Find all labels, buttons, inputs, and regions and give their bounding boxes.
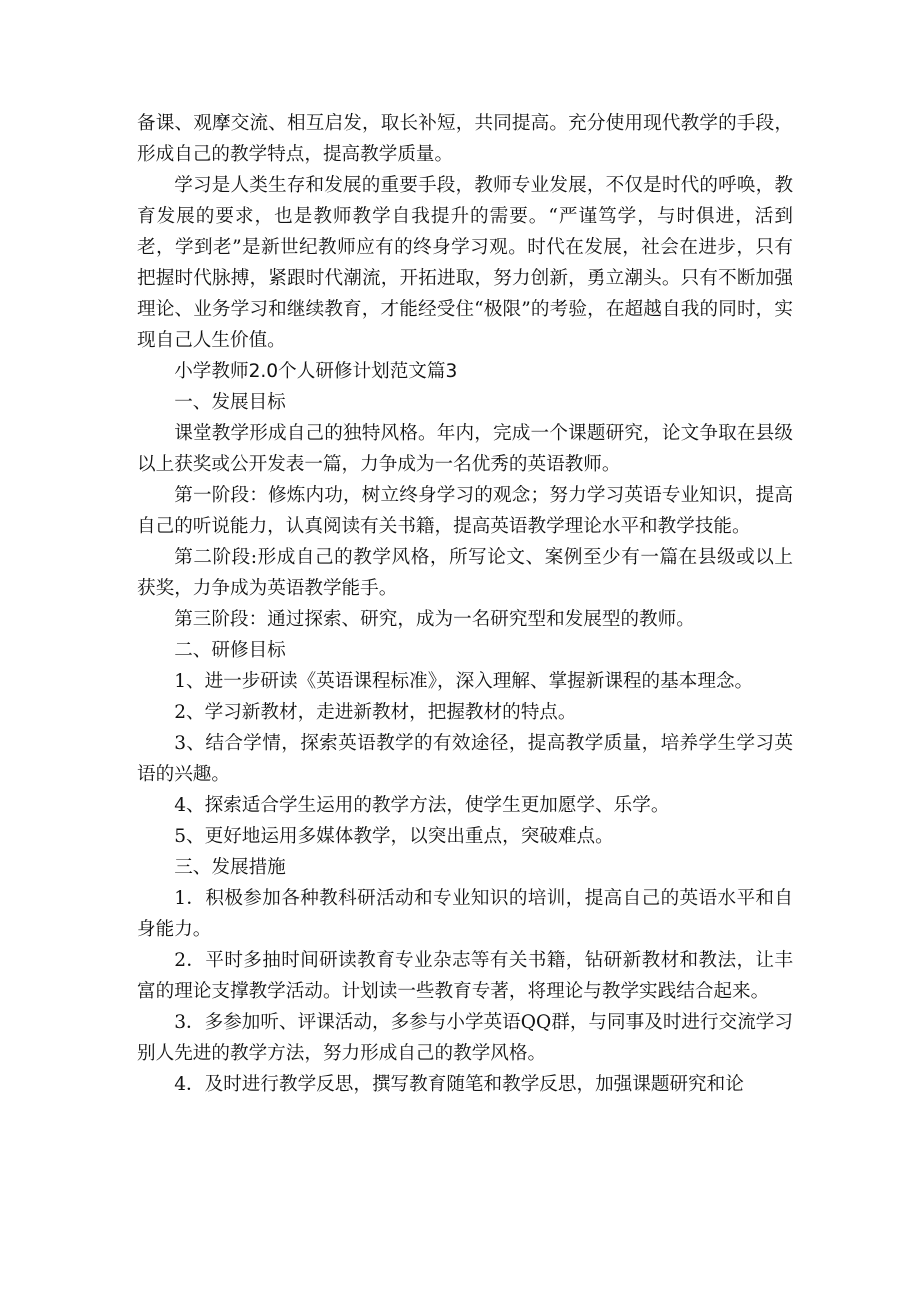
- paragraph-stage-one: 第一阶段：修炼内功，树立终身学习的观念；努力学习英语专业知识，提高自己的听说能力，认真阅读有关书籍，提高英语教学理论水平和教学技能。: [137, 485, 793, 537]
- list-item-measure-2: 2．平时多抽时间研读教育专业杂志等有关书籍，钻研新教材和教法，让丰富的理论支撑教学活动。计划读一些教育专著，将理论与教学实践结合起来。: [137, 950, 793, 1002]
- list-item-study-goal-5: 5、更好地运用多媒体教学，以突出重点，突破难点。: [174, 826, 614, 847]
- document-page: [137, 108, 793, 1100]
- list-item-study-goal-4: 4、探索适合学生运用的教学方法，使学生更加愿学、乐学。: [174, 795, 670, 816]
- section-heading-measures: 三、发展措施: [174, 857, 286, 878]
- list-item-measure-3: 3．多参加听、评课活动，多参与小学英语QQ群，与同事及时进行交流学习别人先进的教学方法，努力形成自己的教学风格。: [137, 1012, 793, 1064]
- section-heading-study-goals: 二、研修目标: [174, 640, 286, 661]
- list-item-study-goal-1: 1、进一步研读《英语课程标准》，深入理解、掌握新课程的基本理念。: [174, 671, 754, 692]
- paragraph-continuation: 备课、观摩交流、相互启发，取长补短，共同提高。充分使用现代教学的手段，形成自己的教学特点，提高教学质量。: [137, 113, 793, 165]
- list-item-study-goal-2: 2、学习新教材，走进新教材，把握教材的特点。: [174, 702, 577, 723]
- paragraph-stage-two: 第二阶段:形成自己的教学风格，所写论文、案例至少有一篇在县级或以上获奖，力争成为英语教学能手。: [137, 547, 793, 599]
- list-item-measure-4: 4．及时进行教学反思，撰写教育随笔和教学反思，加强课题研究和论: [174, 1074, 744, 1095]
- paragraph-stage-three: 第三阶段：通过探索、研究，成为一名研究型和发展型的教师。: [174, 609, 695, 630]
- article-title: 小学教师2.0个人研修计划范文篇3: [174, 361, 458, 382]
- section-heading-development-goals: 一、发展目标: [174, 392, 286, 413]
- list-item-measure-1: 1．积极参加各种教科研活动和专业知识的培训，提高自己的英语水平和自身能力。: [137, 888, 793, 940]
- paragraph-lifelong-learning: 学习是人类生存和发展的重要手段，教师专业发展，不仅是时代的呼唤，教育发展的要求，也是教师教学自我提升的需要。“严谨笃学，与时俱进，活到老，学到老”是新世纪教师应有的终身学习观。时代在发展，社会在进步，只有把握时代脉搏，紧跟时代潮流，开拓进取，努力创新，勇立潮头。只有不断加强理论、业务学习和继续教育，才能经受住“极限”的考验，在超越自我的同时，实现自己人生价值。: [137, 175, 793, 351]
- paragraph-teaching-style: 课堂教学形成自己的独特风格。年内，完成一个课题研究，论文争取在县级以上获奖或公开发表一篇，力争成为一名优秀的英语教师。: [137, 423, 793, 475]
- list-item-study-goal-3: 3、结合学情，探索英语教学的有效途径，提高教学质量，培养学生学习英语的兴趣。: [137, 733, 793, 785]
